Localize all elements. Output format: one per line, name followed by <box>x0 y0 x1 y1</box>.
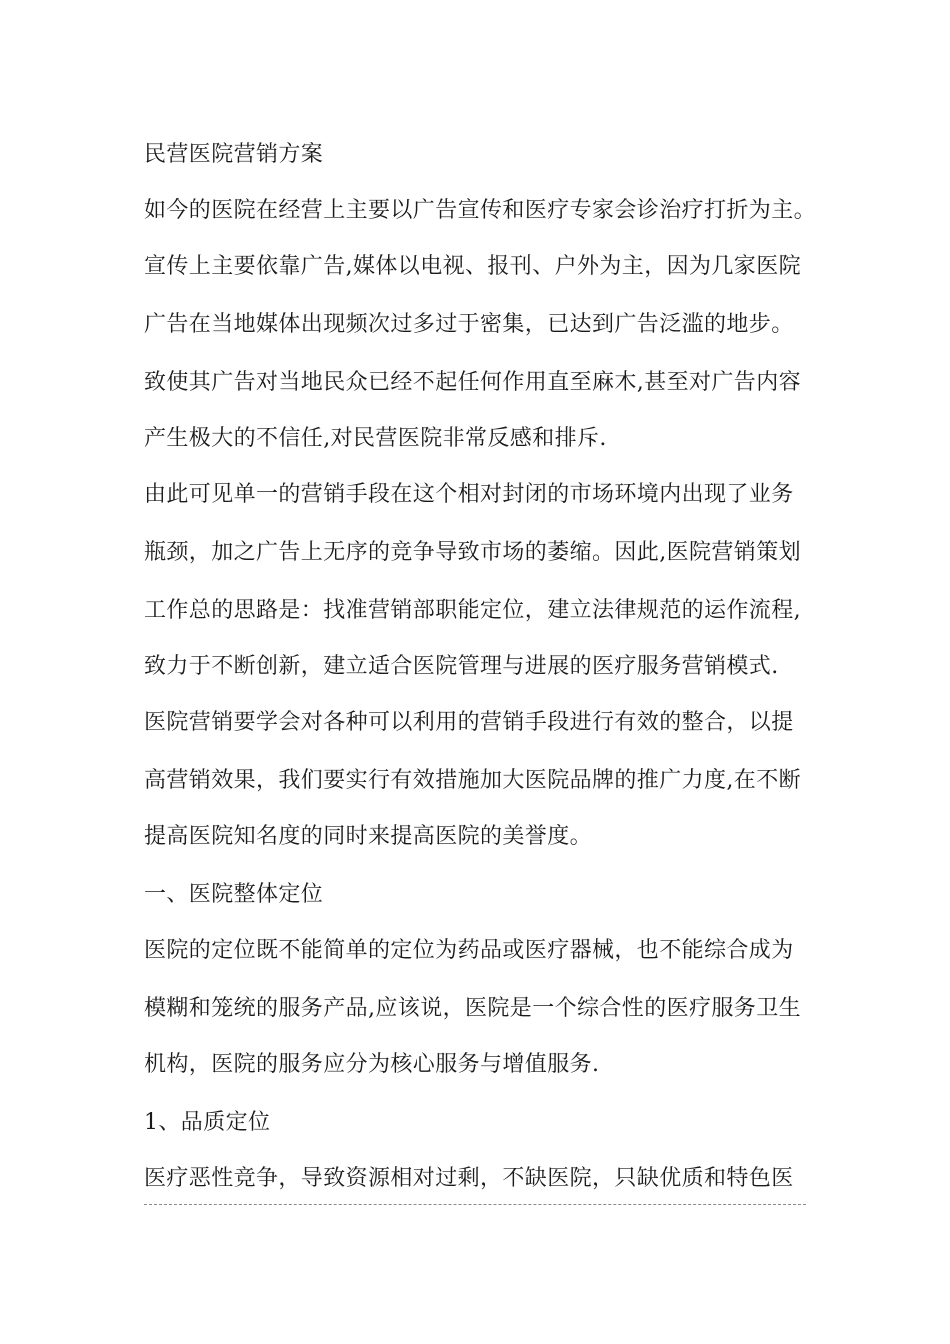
page-break-divider <box>144 1204 806 1205</box>
subsection-heading: 1、品质定位 <box>144 1110 271 1135</box>
paragraph-line: 致使其广告对当地民众已经不起任何作用直至麻木,甚至对广告内容 <box>144 370 801 395</box>
paragraph-line: 高营销效果，我们要实行有效措施加大医院品牌的推广力度,在不断 <box>144 768 801 793</box>
paragraph-line: 提高医院知名度的同时来提高医院的美誉度。 <box>144 824 593 849</box>
section-heading: 一、医院整体定位 <box>144 882 324 907</box>
paragraph-line: 机构，医院的服务应分为核心服务与增值服务. <box>144 1052 600 1077</box>
paragraph-line: 致力于不断创新，建立适合医院管理与进展的医疗服务营销模式. <box>144 654 779 679</box>
paragraph-line: 模糊和笼统的服务产品,应该说，医院是一个综合性的医疗服务卫生 <box>144 996 801 1021</box>
paragraph-line: 如今的医院在经营上主要以广告宣传和医疗专家会诊治疗打折为主。 <box>144 198 817 223</box>
paragraph-line: 医院的定位既不能简单的定位为药品或医疗器械，也不能综合成为 <box>144 938 794 963</box>
paragraph-line: 医院营销要学会对各种可以利用的营销手段进行有效的整合，以提 <box>144 710 794 735</box>
paragraph-line: 工作总的思路是：找准营销部职能定位，建立法律规范的运作流程, <box>144 598 801 623</box>
paragraph-line: 广告在当地媒体出现频次过多过于密集，已达到广告泛滥的地步。 <box>144 312 794 337</box>
paragraph-line: 产生极大的不信任,对民营医院非常反感和排斥. <box>144 426 607 451</box>
paragraph-line: 宣传上主要依靠广告,媒体以电视、报刊、户外为主，因为几家医院 <box>144 254 801 279</box>
paragraph-line: 由此可见单一的营销手段在这个相对封闭的市场环境内出现了业务 <box>144 482 794 507</box>
document-title: 民营医院营销方案 <box>144 142 324 167</box>
paragraph-line: 医疗恶性竞争，导致资源相对过剩，不缺医院，只缺优质和特色医 <box>144 1166 794 1191</box>
paragraph-line: 瓶颈，加之广告上无序的竞争导致市场的萎缩。因此,医院营销策划 <box>144 540 801 565</box>
